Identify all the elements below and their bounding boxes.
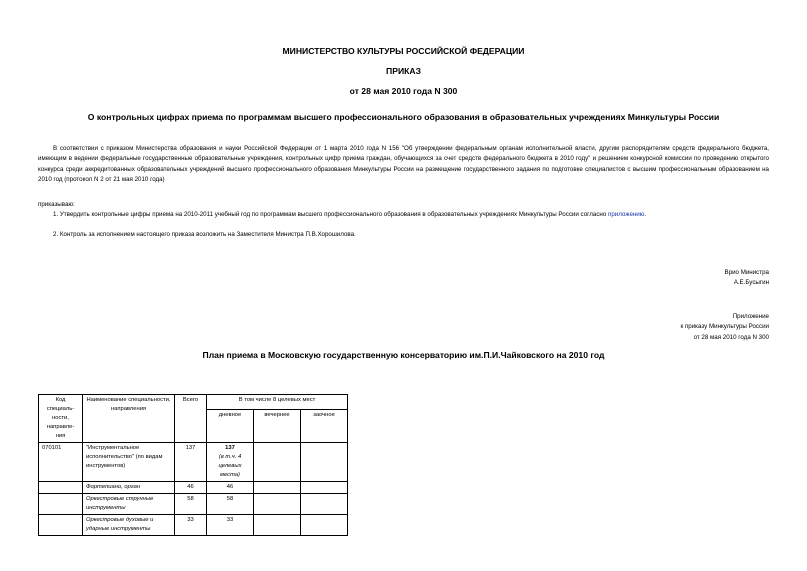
order-item-1-text: 1. Утвердить контрольные цифры приема на 2010-2011 учебный год по программам высшего профессионального образования в образовательных учреждениях Минкультуры России согласно — [53, 211, 608, 218]
signature-name: А.Е.Бусыгин — [733, 279, 769, 287]
appendix-block — [680, 312, 769, 343]
cell-extramural — [301, 482, 348, 494]
cell-day-value: 137 — [225, 445, 235, 451]
appendix-date: от 28 мая 2010 года N 300 — [693, 333, 769, 341]
cell-code: 070101 — [39, 443, 83, 482]
cell-day-note: (в т.ч. 4 целевых места) — [218, 454, 242, 478]
cell-evening — [254, 515, 301, 536]
signature-position: Врио Министра — [724, 269, 769, 276]
appendix-order-ref: к приказу Минкультуры России — [680, 323, 769, 331]
ministry-heading: МИНИСТЕРСТВО КУЛЬТУРЫ РОССИЙСКОЙ ФЕДЕРАЦИИ — [282, 46, 525, 56]
table-row — [39, 443, 348, 482]
cell-extramural — [301, 494, 348, 515]
intro-paragraph: В соответствии с приказом Министерства образования и науки Российской Федерации от 1 марта 2010 года N 156 "Об утверждении федеральным органам исполнительной власти, другим распорядителям средств федерального бюджета, имеющим в ведении федеральные государственные образовательные учреждения, контрольных цифр приема граждан, обучающихся за счет средств федерального бюджета в 2010 году" и решением конкурсной комиссии по проведению открытого конкурса среди аккредитованных образовательных учреждений высшего профессионального образования Минкультуры России на размещение государственного задания по подготовке специалистов с высшим профессиональным образованием на 2010 год (протокол N 2 от 21 мая 2010 года) — [38, 145, 769, 184]
col-header-code: Код специаль-ности, направле-ния — [39, 395, 83, 443]
cell-code — [39, 494, 83, 515]
plan-title: План приема в Московскую государственную консерваторию им.П.И.Чайковского на 2010 год — [202, 350, 605, 360]
table-row — [39, 494, 348, 515]
appendix-label: Приложение — [732, 313, 769, 320]
col-header-target-group: В том числе 8 целевых мест — [207, 395, 348, 410]
cell-day: 33 — [207, 515, 254, 536]
cell-evening — [254, 443, 301, 482]
cell-extramural — [301, 443, 348, 482]
cell-evening — [254, 482, 301, 494]
order-item-2: 2. Контроль за исполнением настоящего приказа возложить на Заместителя Министра П.В.Хорошилова. — [53, 231, 356, 238]
col-header-evening: вечернее — [254, 410, 301, 443]
cell-evening — [254, 494, 301, 515]
cell-code — [39, 482, 83, 494]
order-date: от 28 мая 2010 года N 300 — [349, 86, 458, 96]
order-item-1-end: . — [644, 211, 647, 218]
cell-day — [207, 443, 254, 482]
cell-code — [39, 515, 83, 536]
signature-block — [725, 268, 769, 289]
cell-total: 46 — [175, 482, 207, 494]
order-label: ПРИКАЗ — [386, 66, 421, 76]
col-header-total: Всего — [175, 395, 207, 443]
col-header-name: Наименование специальности, направления — [83, 395, 175, 443]
cell-name: Фортепиано, орган — [83, 482, 175, 494]
table-row — [39, 515, 348, 536]
plan-table — [38, 394, 348, 536]
table-row — [39, 482, 348, 494]
appendix-link[interactable]: приложению — [608, 211, 645, 218]
col-header-day: дневное — [207, 410, 254, 443]
col-header-extramural: заочное — [301, 410, 348, 443]
table-header-row — [39, 395, 348, 410]
cell-name: "Инструментальное исполнительство" (по видам инструментов) — [83, 443, 175, 482]
order-item-1 — [53, 210, 769, 219]
cell-day: 58 — [207, 494, 254, 515]
cell-total: 58 — [175, 494, 207, 515]
cell-total: 33 — [175, 515, 207, 536]
cell-name: Оркестровые струнные инструменты — [83, 494, 175, 515]
cell-total: 137 — [175, 443, 207, 482]
order-word: приказываю: — [38, 201, 75, 208]
cell-extramural — [301, 515, 348, 536]
cell-name: Оркестровые духовые и ударные инструменты — [83, 515, 175, 536]
document-title: О контрольных цифрах приема по программам высшего профессионального образования в образовательных учреждениях Минкультуры России — [87, 112, 720, 122]
cell-day: 46 — [207, 482, 254, 494]
